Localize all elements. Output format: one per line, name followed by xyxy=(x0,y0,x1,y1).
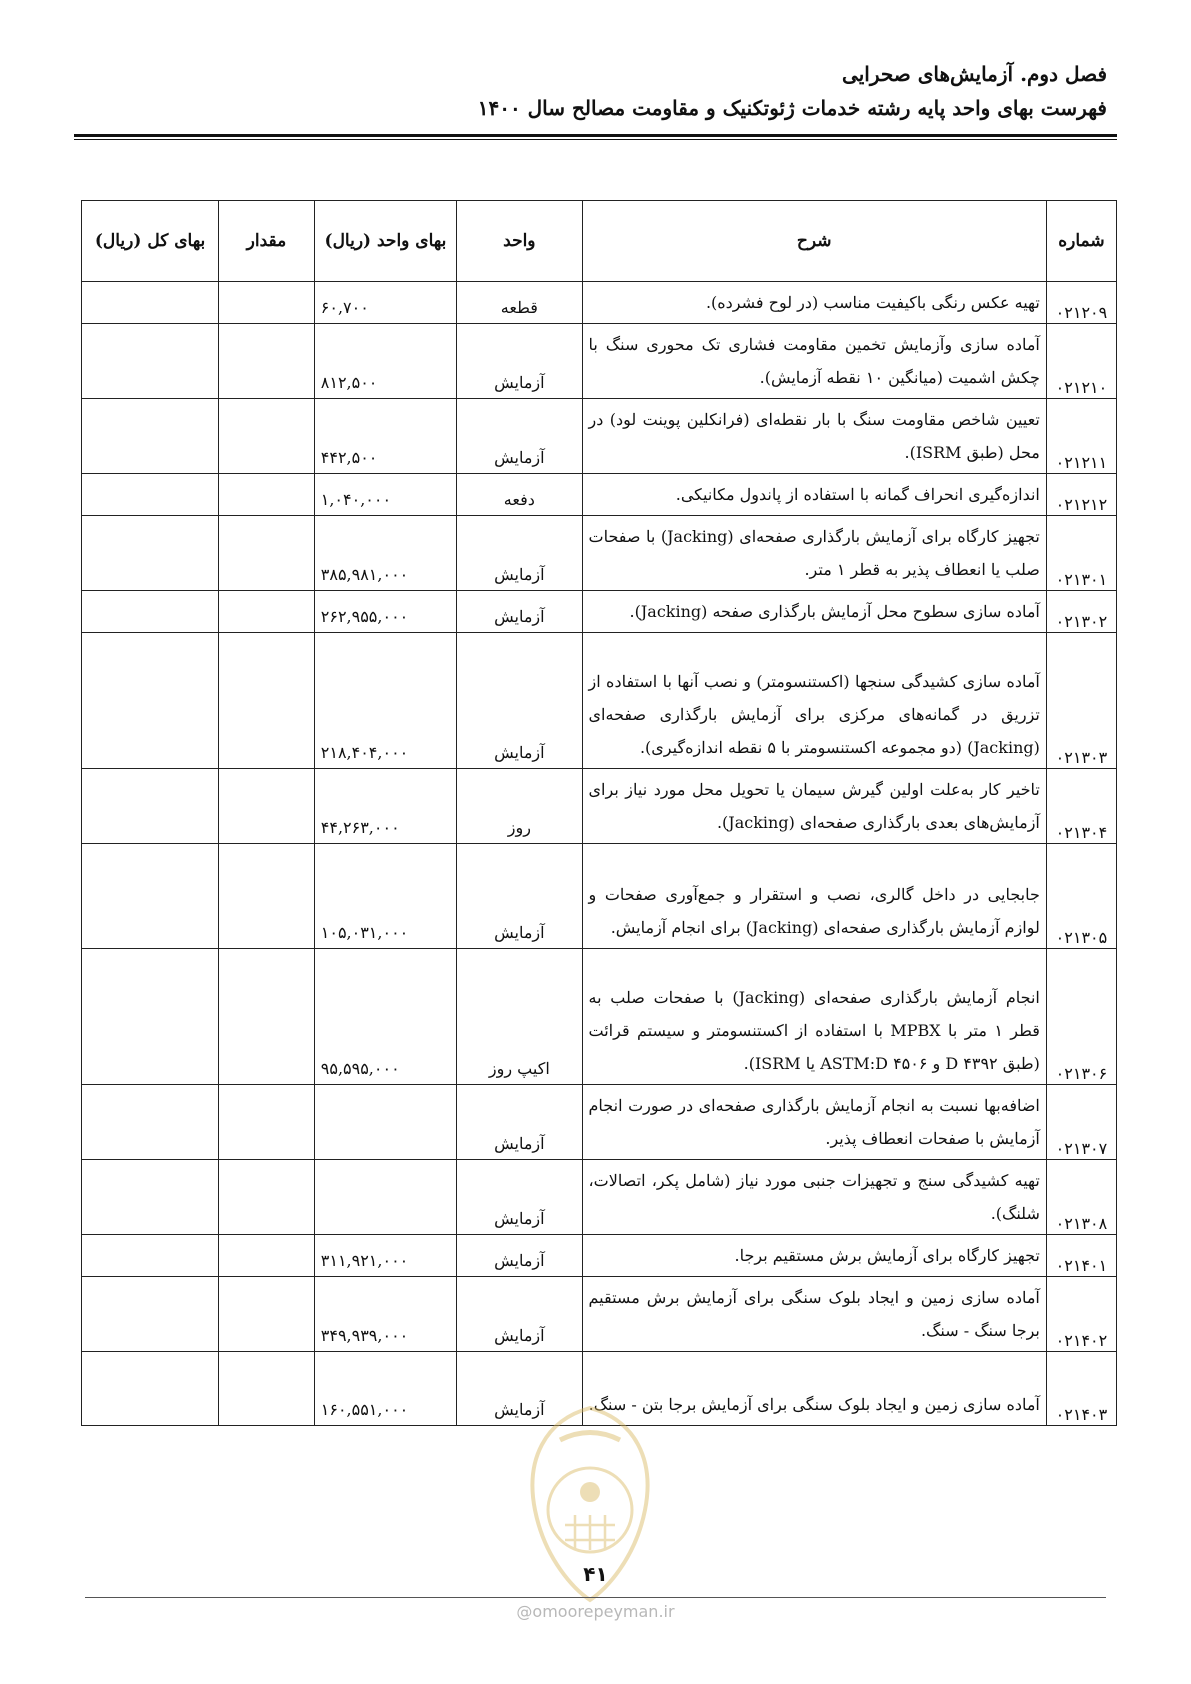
item-code: ۰۲۱۳۰۴ xyxy=(1046,769,1116,844)
item-quantity xyxy=(219,399,315,474)
item-unit-price: ۱۰۵,۰۳۱,۰۰۰ xyxy=(314,844,456,949)
item-unit-price: ۴۴,۲۶۳,۰۰۰ xyxy=(314,769,456,844)
item-code: ۰۲۱۳۰۳ xyxy=(1046,633,1116,769)
item-total xyxy=(82,516,219,591)
table-body xyxy=(82,282,1117,1426)
table-row xyxy=(82,1160,1117,1235)
item-description: تهیه عکس رنگی باکیفیت مناسب (در لوح فشرده). xyxy=(582,282,1046,324)
chapter-title: فصل دوم. آزمایش‌های صحرایی xyxy=(842,62,1107,86)
item-description: تجهیز کارگاه برای آزمایش برش مستقیم برجا. xyxy=(582,1235,1046,1277)
item-unit-price: ۱,۰۴۰,۰۰۰ xyxy=(314,474,456,516)
item-unit-price: ۴۴۲,۵۰۰ xyxy=(314,399,456,474)
item-quantity xyxy=(219,1277,315,1352)
item-description: آماده سازی زمین و ایجاد بلوک سنگی برای آزمایش برش مستقیم برجا سنگ - سنگ. xyxy=(582,1277,1046,1352)
item-quantity xyxy=(219,282,315,324)
item-unit: روز xyxy=(457,769,582,844)
item-unit-price: ۱۶۰,۵۵۱,۰۰۰ xyxy=(314,1352,456,1426)
item-code: ۰۲۱۳۰۸ xyxy=(1046,1160,1116,1235)
item-unit: آزمایش xyxy=(457,1352,582,1426)
item-code: ۰۲۱۳۰۶ xyxy=(1046,949,1116,1085)
item-unit: آزمایش xyxy=(457,399,582,474)
header-rule-thin xyxy=(74,139,1117,140)
item-total xyxy=(82,949,219,1085)
item-code: ۰۲۱۲۱۱ xyxy=(1046,399,1116,474)
item-code: ۰۲۱۴۰۳ xyxy=(1046,1352,1116,1426)
item-quantity xyxy=(219,324,315,399)
item-description: آماده سازی وآزمایش تخمین مقاومت فشاری تک محوری سنگ با چکش اشمیت (میانگین ۱۰ نقطه آزمایش). xyxy=(582,324,1046,399)
item-code: ۰۲۱۳۰۲ xyxy=(1046,591,1116,633)
header-rule-thick xyxy=(74,134,1117,137)
item-code: ۰۲۱۳۰۵ xyxy=(1046,844,1116,949)
item-quantity xyxy=(219,1085,315,1160)
item-quantity xyxy=(219,844,315,949)
item-unit: قطعه xyxy=(457,282,582,324)
table-row xyxy=(82,591,1117,633)
header-code: شماره xyxy=(1046,201,1116,282)
table-row xyxy=(82,282,1117,324)
item-unit: دفعه xyxy=(457,474,582,516)
header-total: بهای کل (ریال) xyxy=(82,201,219,282)
item-unit-price: ۲۶۲,۹۵۵,۰۰۰ xyxy=(314,591,456,633)
price-table xyxy=(81,200,1117,1426)
header-unit: واحد xyxy=(457,201,582,282)
item-unit: اکیپ روز xyxy=(457,949,582,1085)
item-unit-price: ۹۵,۵۹۵,۰۰۰ xyxy=(314,949,456,1085)
header-unit-price: بهای واحد (ریال) xyxy=(314,201,456,282)
table-row xyxy=(82,1085,1117,1160)
item-code: ۰۲۱۴۰۲ xyxy=(1046,1277,1116,1352)
item-description: تجهیز کارگاه برای آزمایش بارگذاری صفحه‌ای (Jacking) با صفحات صلب یا انعطاف پذیر به قطر ۱ متر. xyxy=(582,516,1046,591)
item-total xyxy=(82,591,219,633)
table-row xyxy=(82,844,1117,949)
item-unit: آزمایش xyxy=(457,633,582,769)
footer-rule xyxy=(85,1597,1106,1598)
item-code: ۰۲۱۲۱۰ xyxy=(1046,324,1116,399)
item-total xyxy=(82,399,219,474)
item-unit-price: ۶۰,۷۰۰ xyxy=(314,282,456,324)
page-number: ۴۱ xyxy=(583,1562,608,1586)
item-description: آماده سازی سطوح محل آزمایش بارگذاری صفحه (Jacking). xyxy=(582,591,1046,633)
item-unit: آزمایش xyxy=(457,1277,582,1352)
item-unit: آزمایش xyxy=(457,1160,582,1235)
item-code: ۰۲۱۲۰۹ xyxy=(1046,282,1116,324)
item-quantity xyxy=(219,591,315,633)
item-unit: آزمایش xyxy=(457,324,582,399)
header-quantity: مقدار xyxy=(219,201,315,282)
item-unit-price: ۳۸۵,۹۸۱,۰۰۰ xyxy=(314,516,456,591)
item-total xyxy=(82,844,219,949)
item-description: تاخیر کار به‌علت اولین گیرش سیمان یا تحویل محل مورد نیاز برای آزمایش‌های بعدی بارگذاری صفحه‌ای (Jacking). xyxy=(582,769,1046,844)
item-quantity xyxy=(219,949,315,1085)
item-quantity xyxy=(219,474,315,516)
item-description: انجام آزمایش بارگذاری صفحه‌ای (Jacking) با صفحات صلب به قطر ۱ متر با MPBX با استفاده از اکستنسومتر و سیستم قرائت (طبق D ۴۳۹۲ و ASTM:D ۴۵۰۶ یا ISRM). xyxy=(582,949,1046,1085)
table-row xyxy=(82,399,1117,474)
item-unit: آزمایش xyxy=(457,516,582,591)
table-row xyxy=(82,516,1117,591)
item-unit-price xyxy=(314,1085,456,1160)
item-unit-price: ۲۱۸,۴۰۴,۰۰۰ xyxy=(314,633,456,769)
item-description: آماده سازی کشیدگی سنجها (اکستنسومتر) و نصب آنها با استفاده از تزریق در گمانه‌های مرکزی برای آزمایش بارگذاری صفحه‌ای (Jacking) (دو مجموعه اکستنسومتر با ۵ نقطه اندازه‌گیری). xyxy=(582,633,1046,769)
header-description: شرح xyxy=(582,201,1046,282)
page-header xyxy=(78,58,1113,130)
item-quantity xyxy=(219,1235,315,1277)
item-unit-price: ۳۱۱,۹۲۱,۰۰۰ xyxy=(314,1235,456,1277)
item-quantity xyxy=(219,516,315,591)
item-unit-price xyxy=(314,1160,456,1235)
item-total xyxy=(82,769,219,844)
item-total xyxy=(82,1277,219,1352)
table-row xyxy=(82,1235,1117,1277)
item-total xyxy=(82,282,219,324)
item-quantity xyxy=(219,633,315,769)
item-code: ۰۲۱۲۱۲ xyxy=(1046,474,1116,516)
item-total xyxy=(82,1235,219,1277)
item-description: آماده سازی زمین و ایجاد بلوک سنگی برای آزمایش برجا بتن - سنگ. xyxy=(582,1352,1046,1426)
table-header-row xyxy=(82,201,1117,282)
table-row xyxy=(82,1277,1117,1352)
item-unit: آزمایش xyxy=(457,1235,582,1277)
website-watermark: @omoorepeyman.ir xyxy=(516,1602,675,1621)
item-total xyxy=(82,474,219,516)
item-description: تهیه کشیدگی سنج و تجهیزات جنبی مورد نیاز (شامل پکر، اتصالات، شلنگ). xyxy=(582,1160,1046,1235)
table-row xyxy=(82,949,1117,1085)
item-unit: آزمایش xyxy=(457,591,582,633)
item-code: ۰۲۱۳۰۷ xyxy=(1046,1085,1116,1160)
item-total xyxy=(82,1352,219,1426)
item-unit-price: ۳۴۹,۹۳۹,۰۰۰ xyxy=(314,1277,456,1352)
table-row xyxy=(82,769,1117,844)
item-quantity xyxy=(219,1352,315,1426)
item-description: تعیین شاخص مقاومت سنگ با بار نقطه‌ای (فرانکلین پوینت لود) در محل (طبق ISRM). xyxy=(582,399,1046,474)
item-unit-price: ۸۱۲,۵۰۰ xyxy=(314,324,456,399)
table-row xyxy=(82,633,1117,769)
item-description: اضافه‌بها نسبت به انجام آزمایش بارگذاری صفحه‌ای در صورت انجام آزمایش با صفحات انعطاف پذیر. xyxy=(582,1085,1046,1160)
item-description: اندازه‌گیری انحراف گمانه با استفاده از پاندول مکانیکی. xyxy=(582,474,1046,516)
item-quantity xyxy=(219,1160,315,1235)
table-row xyxy=(82,324,1117,399)
item-quantity xyxy=(219,769,315,844)
item-total xyxy=(82,1160,219,1235)
item-description: جابجایی در داخل گالری، نصب و استقرار و جمع‌آوری صفحات و لوازم آزمایش بارگذاری صفحه‌ای (Jacking) برای انجام آزمایش. xyxy=(582,844,1046,949)
item-code: ۰۲۱۳۰۱ xyxy=(1046,516,1116,591)
item-total xyxy=(82,633,219,769)
item-unit: آزمایش xyxy=(457,1085,582,1160)
table-row xyxy=(82,474,1117,516)
document-subtitle: فهرست بهای واحد پایه رشته خدمات ژئوتکنیک و مقاومت مصالح سال ۱۴۰۰ xyxy=(477,96,1107,120)
item-total xyxy=(82,324,219,399)
item-total xyxy=(82,1085,219,1160)
item-code: ۰۲۱۴۰۱ xyxy=(1046,1235,1116,1277)
item-unit: آزمایش xyxy=(457,844,582,949)
